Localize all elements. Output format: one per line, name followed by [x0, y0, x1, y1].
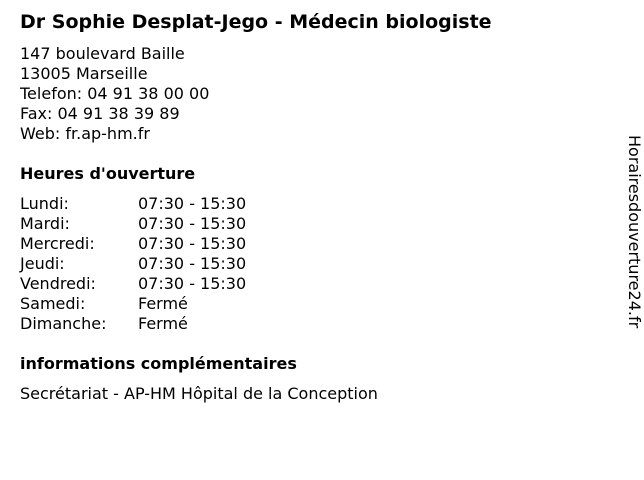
page-title: Dr Sophie Desplat-Jego - Médecin biologiste — [20, 11, 492, 33]
hours-heading: Heures d'ouverture — [20, 164, 196, 183]
phone-number[interactable]: Telefon: 04 91 38 00 00 — [20, 84, 210, 103]
info-text: Secrétariat - AP-HM Hôpital de la Conception — [20, 384, 378, 403]
day-label: Lundi: — [20, 194, 69, 213]
day-hours: 07:30 - 15:30 — [138, 214, 247, 233]
site-watermark: Horairesdouverture24.fr — [625, 135, 644, 329]
day-label: Mercredi: — [20, 234, 95, 253]
address-block — [20, 44, 209, 144]
day-label: Vendredi: — [20, 274, 96, 293]
day-hours: 07:30 - 15:30 — [138, 234, 247, 253]
day-hours: 07:30 - 15:30 — [138, 254, 247, 273]
info-heading: informations complémentaires — [20, 354, 297, 373]
day-hours: Fermé — [138, 314, 188, 333]
day-label: Samedi: — [20, 294, 86, 313]
day-label: Dimanche: — [20, 314, 107, 333]
day-hours: 07:30 - 15:30 — [138, 274, 247, 293]
city-address: 13005 Marseille — [20, 64, 148, 83]
fax-number: Fax: 04 91 38 39 89 — [20, 104, 180, 123]
website-link[interactable]: Web: fr.ap-hm.fr — [20, 124, 150, 143]
day-hours: Fermé — [138, 294, 188, 313]
day-label: Mardi: — [20, 214, 70, 233]
day-hours: 07:30 - 15:30 — [138, 194, 247, 213]
day-label: Jeudi: — [20, 254, 65, 273]
street-address: 147 boulevard Baille — [20, 44, 185, 63]
